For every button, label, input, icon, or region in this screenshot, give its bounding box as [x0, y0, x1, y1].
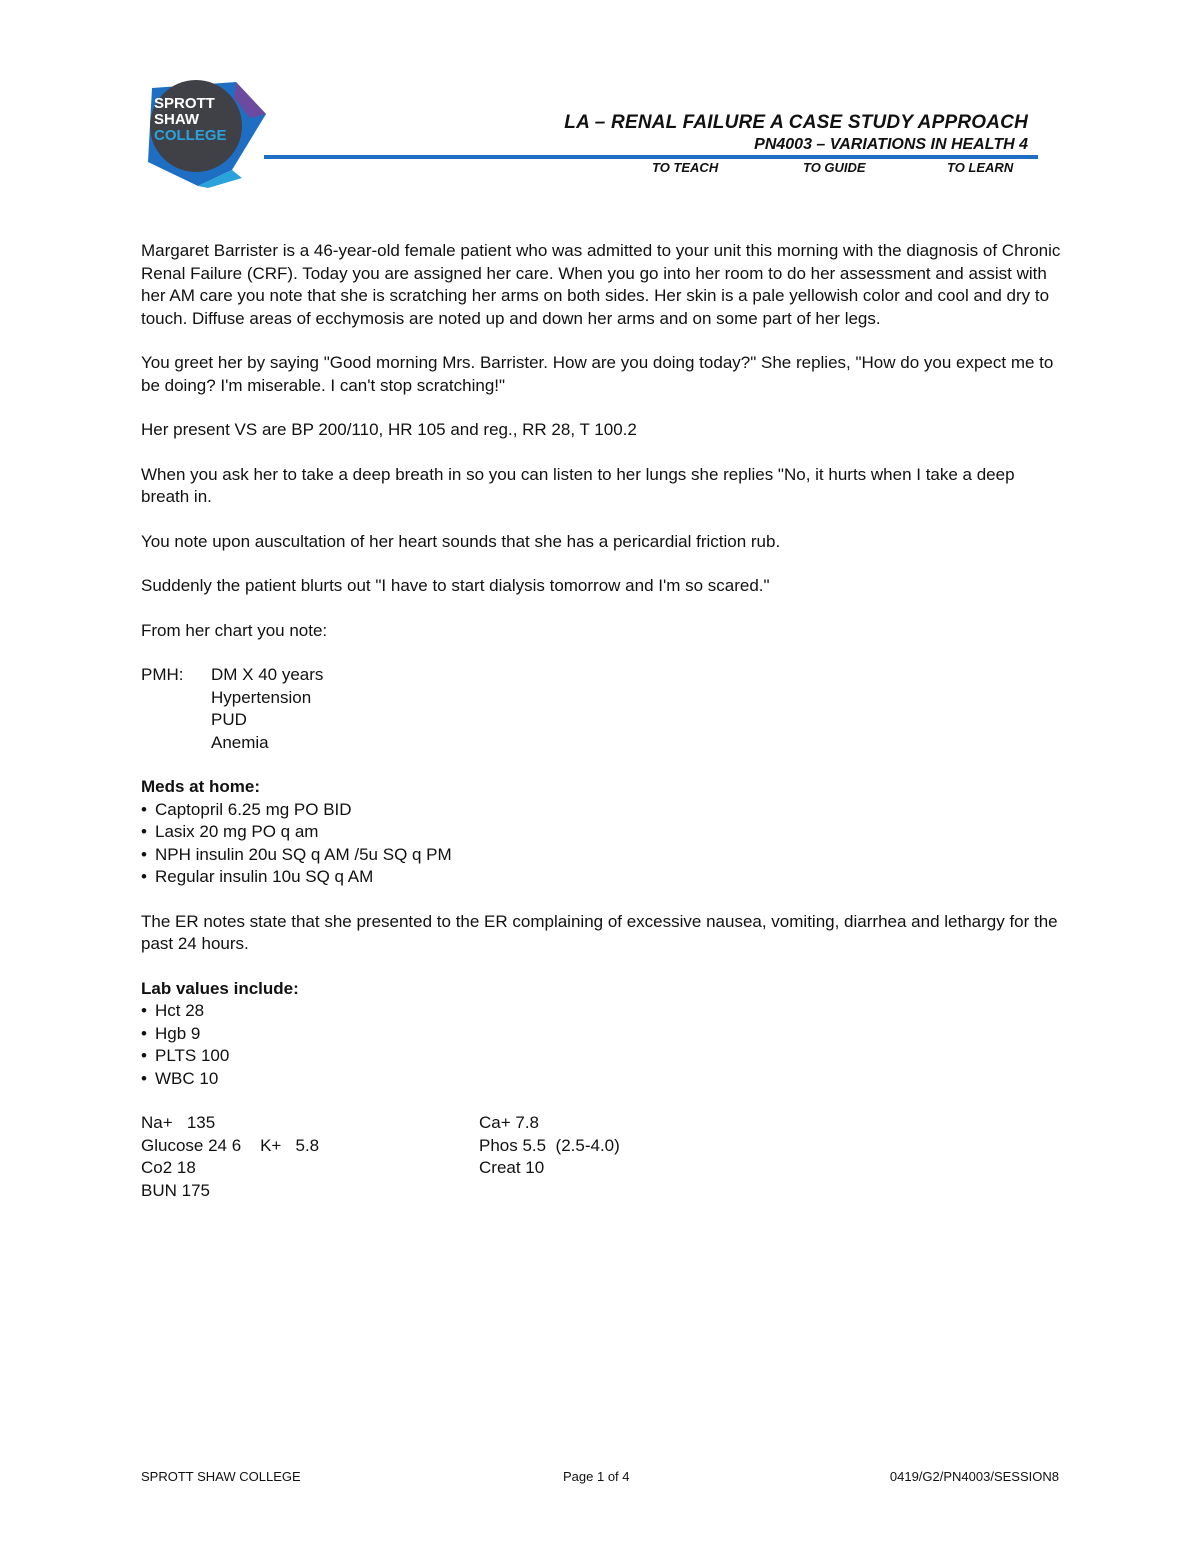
lab-value: Ca+ 7.8: [479, 1113, 540, 1132]
lab-item: • WBC 10: [141, 1068, 1066, 1091]
lab-value: Co2 18: [141, 1158, 196, 1177]
header-rule: [264, 155, 1038, 159]
pmh-item: Anemia: [211, 732, 269, 752]
footer-page-number: Page 1 of 4: [563, 1469, 630, 1484]
med-item: • Captopril 6.25 mg PO BID: [141, 799, 1066, 822]
med-item: • Regular insulin 10u SQ q AM: [141, 866, 1066, 889]
chart-intro-paragraph: From her chart you note:: [141, 620, 328, 640]
pmh-list: [211, 664, 323, 754]
pmh-label: PMH:: [141, 665, 184, 684]
lab-value: Na+ 135: [141, 1113, 216, 1132]
tagline-guide: TO GUIDE: [803, 160, 866, 175]
pmh-section: [141, 664, 1066, 754]
greeting-paragraph: You greet her by saying "Good morning Mrs. Barrister. How are you doing today?" She replies, "How do you expect me to be doing? I'm miserable. I can't stop scratching!": [141, 353, 1054, 395]
tagline-teach: TO TEACH: [652, 160, 719, 175]
labs-heading: Lab values include:: [141, 978, 299, 998]
lab-value: BUN 175: [141, 1180, 210, 1200]
pmh-item: Hypertension: [211, 687, 312, 707]
lab-item: • Hgb 9: [141, 1023, 1066, 1046]
meds-list: [141, 799, 1066, 889]
logo-line-2: SHAW: [154, 111, 199, 128]
pmh-item: PUD: [211, 710, 247, 729]
med-item: • Lasix 20 mg PO q am: [141, 821, 1066, 844]
er-note-paragraph: The ER notes state that she presented to the ER complaining of excessive nausea, vomiting, diarrhea and lethargy for the past 24 hours.: [141, 911, 1058, 953]
med-item: • NPH insulin 20u SQ q AM /5u SQ q PM: [141, 844, 1066, 867]
case-study-body: [141, 240, 1066, 1202]
dialysis-paragraph: Suddenly the patient blurts out "I have to start dialysis tomorrow and I'm so scared.": [141, 576, 770, 595]
pmh-item: DM X 40 years: [211, 665, 324, 684]
logo-line-1: SPROTT: [154, 95, 215, 112]
vital-signs-paragraph: Her present VS are BP 200/110, HR 105 and reg., RR 28, T 100.2: [141, 420, 637, 439]
intro-paragraph: Margaret Barrister is a 46-year-old female patient who was admitted to your unit this morning with the diagnosis of Chronic Renal Failure (CRF). Today you are assigned her care. When you go into her room to do her assessment and assist with her AM care you note that she is scratching her arms on both sides. Her skin is a pale yellowish color and cool and dry to touch. Diffuse areas of ecchymosis are noted up and down her arms and on some part of her legs.: [141, 241, 1061, 328]
lab-value: [479, 1180, 779, 1203]
meds-heading: Meds at home:: [141, 777, 261, 796]
tagline-learn: TO LEARN: [947, 160, 1014, 175]
heart-paragraph: You note upon auscultation of her heart sounds that she has a pericardial friction rub.: [141, 531, 781, 551]
document-title: LA – RENAL FAILURE A CASE STUDY APPROACH: [564, 112, 1028, 133]
lab-item: • Hct 28: [141, 1000, 1066, 1023]
labs-values-grid: [141, 1112, 1066, 1202]
course-title: PN4003 – VARIATIONS IN HEALTH 4: [754, 136, 1028, 153]
lab-value: Glucose 24 6 K+ 5.8: [141, 1135, 320, 1155]
footer-document-code: 0419/G2/PN4003/SESSION8: [889, 1469, 1059, 1484]
logo-line-3: COLLEGE: [154, 127, 227, 144]
lab-value: Phos 5.5 (2.5-4.0): [479, 1135, 620, 1155]
lab-value: Creat 10: [479, 1158, 545, 1177]
sprott-shaw-college-logo: [138, 78, 270, 188]
footer-institution: SPROTT SHAW COLLEGE: [141, 1469, 301, 1484]
labs-list: [141, 1000, 1066, 1090]
lung-paragraph: When you ask her to take a deep breath in so you can listen to her lungs she replies "No, it hurts when I take a deep breath in.: [141, 464, 1015, 506]
lab-item: • PLTS 100: [141, 1045, 1066, 1068]
